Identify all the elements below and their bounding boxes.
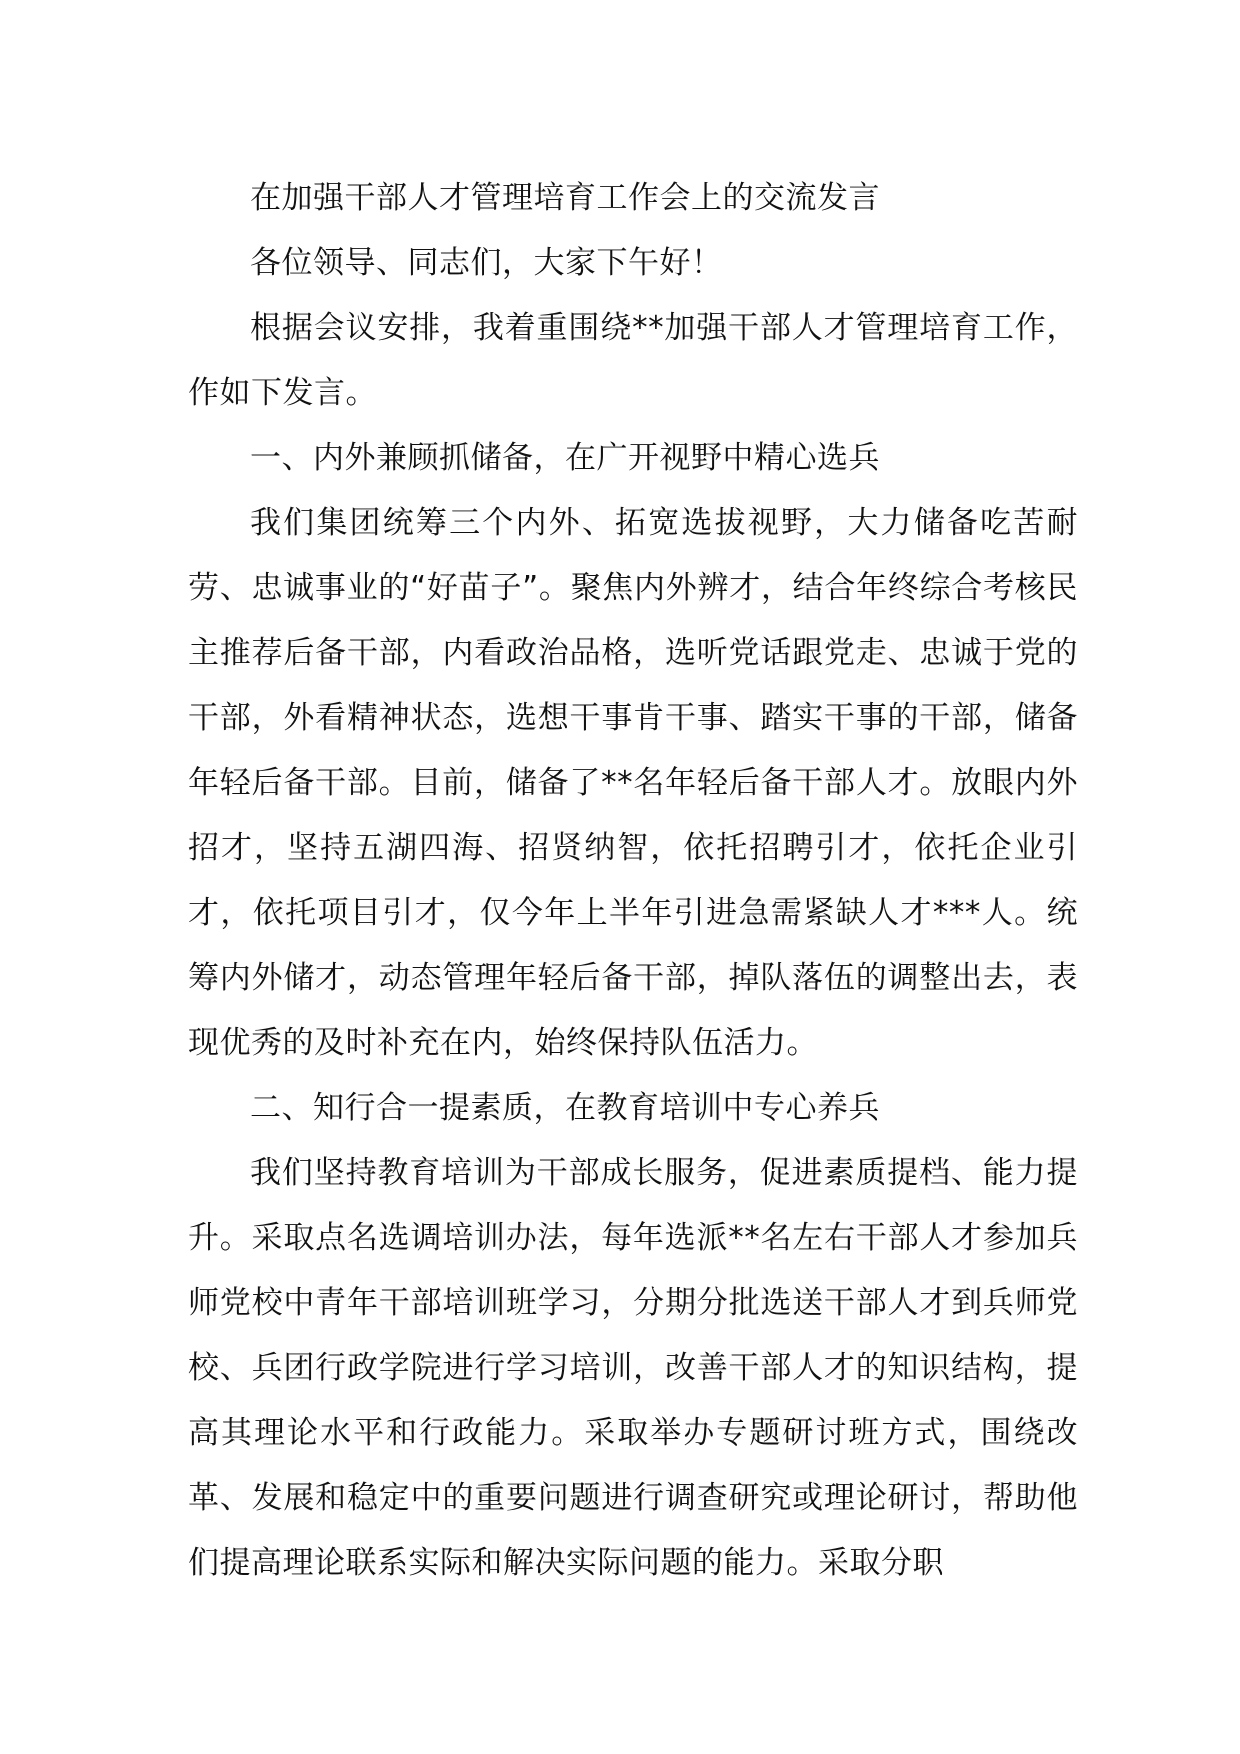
section-1-heading: 一、内外兼顾抓储备，在广开视野中精心选兵 bbox=[250, 440, 880, 476]
intro-paragraph: 根据会议安排，我着重围绕**加强干部人才管理培育工作，作如下发言。 bbox=[188, 310, 1078, 411]
document-body bbox=[188, 166, 1078, 1596]
greeting-paragraph: 各位领导、同志们，大家下午好！ bbox=[250, 245, 723, 281]
section-1-body: 我们集团统筹三个内外、拓宽选拔视野，大力储备吃苦耐劳、忠诚事业的“好苗子”。聚焦内外辨才，结合年终综合考核民主推荐后备干部，内看政治品格，选听党话跟党走、忠诚于党的干部，外看精神状态，选想干事肯干事、踏实干事的干部，储备年轻后备干部。目前，储备了**名年轻后备干部人才。放眼内外招才，坚持五湖四海、招贤纳智，依托招聘引才，依托企业引才，依托项目引才，仅今年上半年引进急需紧缺人才***人。统筹内外储才，动态管理年轻后备干部，掉队落伍的调整出去，表现优秀的及时补充在内，始终保持队伍活力。 bbox=[188, 505, 1078, 1061]
document-title: 在加强干部人才管理培育工作会上的交流发言 bbox=[250, 180, 880, 216]
section-2-body: 我们坚持教育培训为干部成长服务，促进素质提档、能力提升。采取点名选调培训办法，每年选派**名左右干部人才参加兵师党校中青年干部培训班学习，分期分批选送干部人才到兵师党校、兵团行政学院进行学习培训，改善干部人才的知识结构，提高其理论水平和行政能力。采取举办专题研讨班方式，围绕改革、发展和稳定中的重要问题进行调查研究或理论研讨，帮助他们提高理论联系实际和解决实际问题的能力。采取分职 bbox=[188, 1155, 1078, 1581]
section-2-heading: 二、知行合一提素质，在教育培训中专心养兵 bbox=[250, 1090, 880, 1126]
